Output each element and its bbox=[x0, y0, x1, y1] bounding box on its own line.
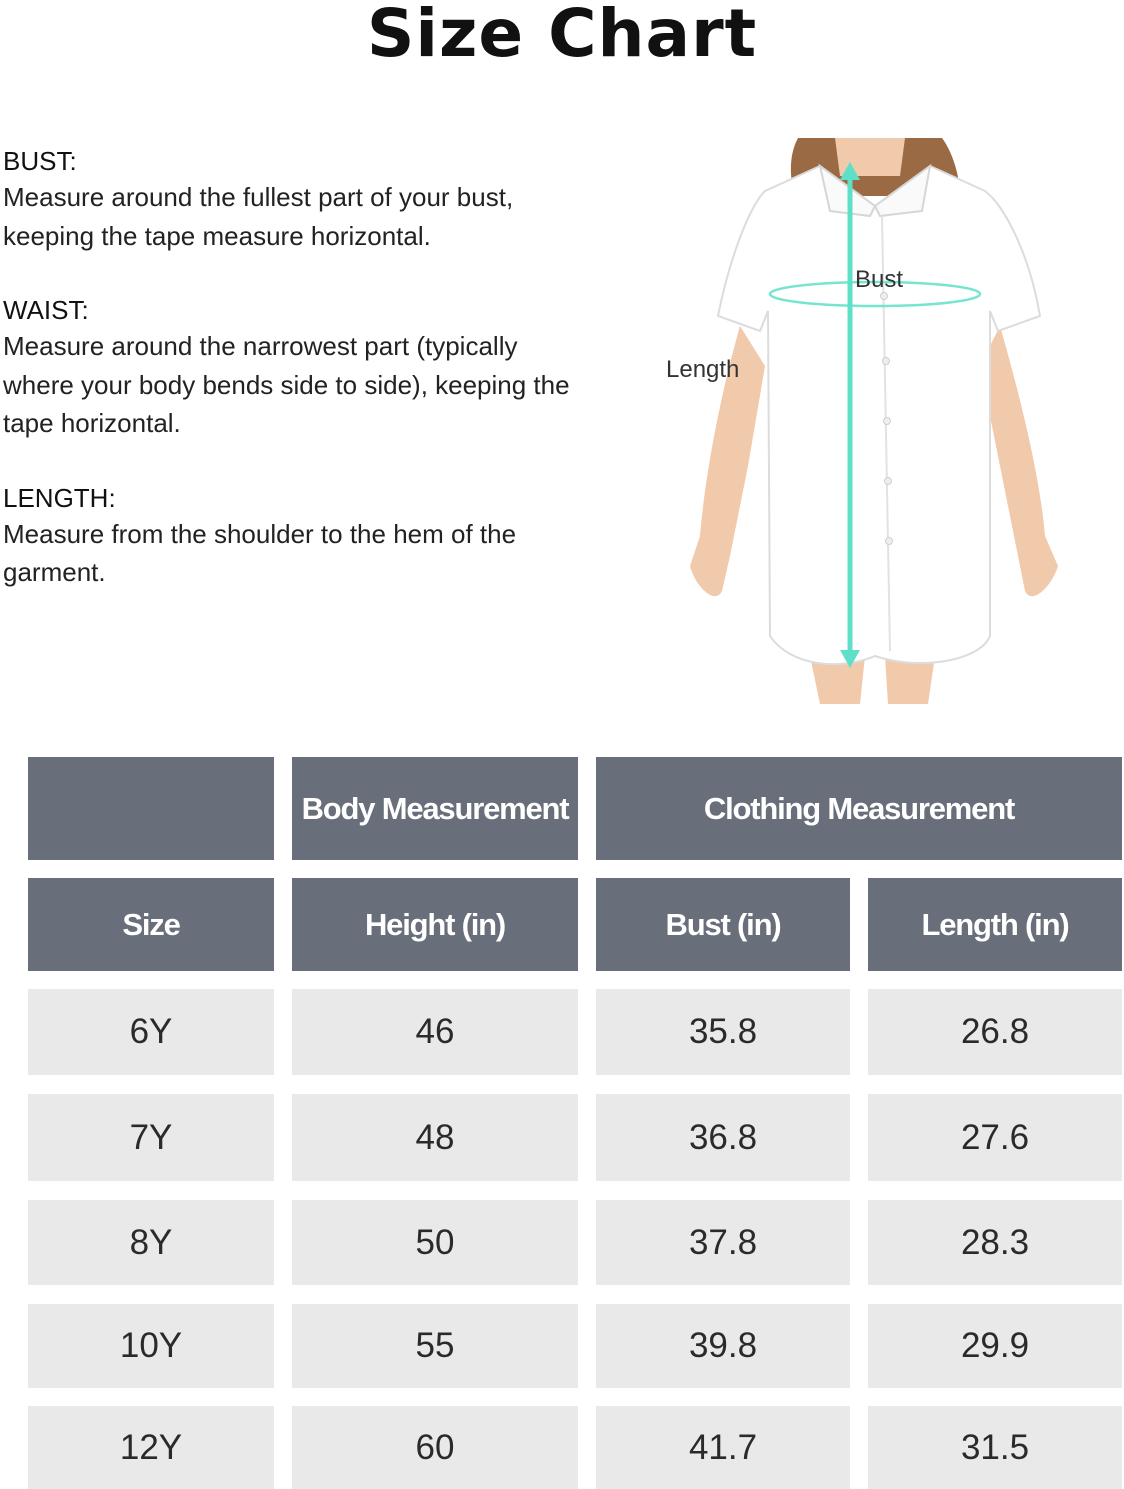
header-body-measurement: Body Measurement bbox=[292, 757, 578, 860]
guide-text-line: Measure around the fullest part of your bust, bbox=[3, 182, 514, 212]
guide-heading-waist: WAIST: bbox=[3, 295, 89, 325]
guide-text-line: Measure around the narrowest part (typically bbox=[3, 331, 518, 361]
cell-length: 28.3 bbox=[868, 1200, 1122, 1285]
cell-size: 7Y bbox=[28, 1094, 274, 1181]
header-clothing-measurement: Clothing Measurement bbox=[596, 757, 1122, 860]
guide-text-line: where your body bends side to side), keeping the bbox=[3, 369, 570, 400]
header-blank bbox=[28, 757, 274, 860]
cell-length: 31.5 bbox=[868, 1406, 1122, 1489]
guide-heading-bust: BUST: bbox=[3, 146, 77, 176]
cell-length: 27.6 bbox=[868, 1094, 1122, 1181]
cell-bust: 39.8 bbox=[596, 1304, 850, 1388]
cell-height: 55 bbox=[292, 1304, 578, 1388]
guide-text-line: garment. bbox=[3, 557, 106, 587]
measurement-guide bbox=[3, 144, 623, 630]
column-header-length: Length (in) bbox=[868, 878, 1122, 971]
column-header-height: Height (in) bbox=[292, 878, 578, 971]
cell-height: 60 bbox=[292, 1406, 578, 1489]
cell-length: 26.8 bbox=[868, 989, 1122, 1075]
guide-text-line: tape horizontal. bbox=[3, 408, 181, 438]
guide-waist bbox=[3, 293, 623, 443]
bust-label: Bust bbox=[855, 266, 904, 293]
cell-height: 48 bbox=[292, 1094, 578, 1181]
cell-size: 8Y bbox=[28, 1200, 274, 1285]
cell-height: 46 bbox=[292, 989, 578, 1075]
cell-bust: 41.7 bbox=[596, 1406, 850, 1489]
column-header-size: Size bbox=[28, 878, 274, 971]
cell-height: 50 bbox=[292, 1200, 578, 1285]
cell-bust: 37.8 bbox=[596, 1200, 850, 1285]
cell-size: 10Y bbox=[28, 1304, 274, 1388]
cell-bust: 35.8 bbox=[596, 989, 850, 1075]
model-figure bbox=[660, 136, 1080, 704]
guide-text-line: keeping the tape measure horizontal. bbox=[3, 220, 431, 251]
cell-length: 29.9 bbox=[868, 1304, 1122, 1388]
guide-length bbox=[3, 481, 623, 592]
shirt-dress-illustration bbox=[660, 136, 1080, 704]
guide-text-line: Measure from the shoulder to the hem of the bbox=[3, 518, 517, 549]
column-header-bust: Bust (in) bbox=[596, 878, 850, 971]
cell-bust: 36.8 bbox=[596, 1094, 850, 1181]
page-title: Size Chart bbox=[366, 0, 758, 72]
guide-heading-length: LENGTH: bbox=[3, 482, 116, 513]
length-label: Length bbox=[666, 356, 740, 383]
cell-size: 6Y bbox=[28, 989, 274, 1075]
cell-size: 12Y bbox=[28, 1406, 274, 1489]
guide-bust bbox=[3, 144, 623, 255]
